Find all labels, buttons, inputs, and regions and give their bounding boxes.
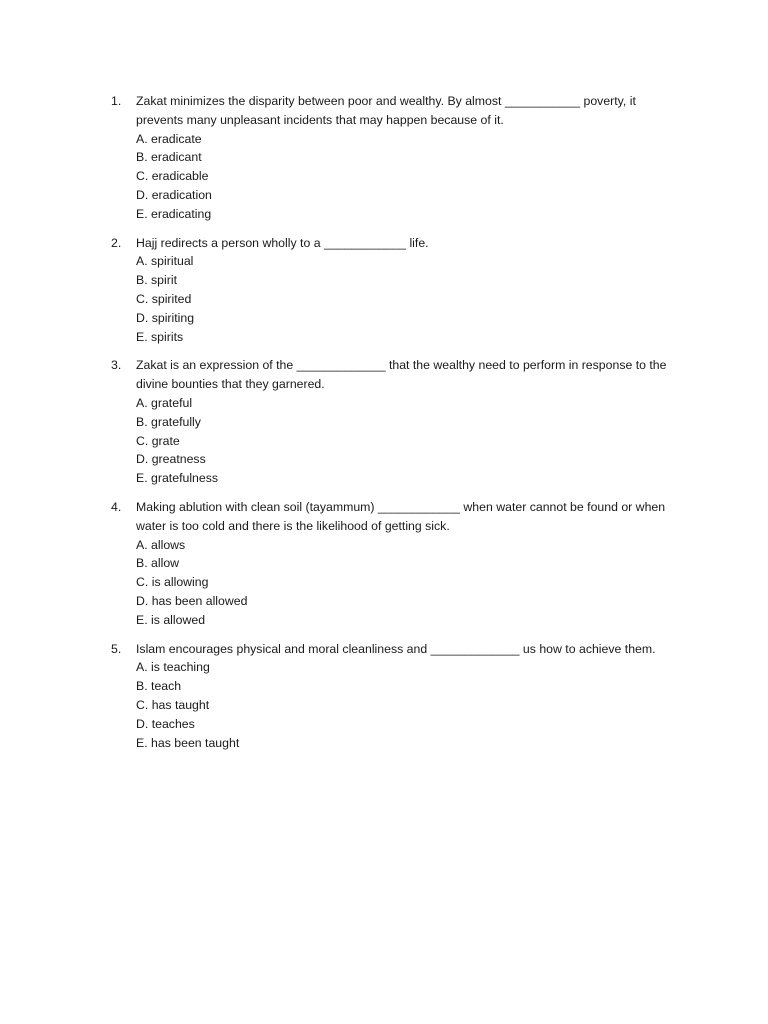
question-number: 1. — [111, 94, 122, 108]
answer-option: C. has taught — [136, 697, 210, 712]
answer-option: A. eradicate — [136, 131, 202, 146]
answer-option: E. eradicating — [136, 206, 212, 221]
answer-option: D. greatness — [136, 452, 206, 467]
option-list — [136, 536, 671, 630]
answer-option: C. spirited — [136, 291, 192, 306]
question-text: Zakat is an expression of the _____________ that the wealthy need to perform in response to the divine bounties that they garnered. — [136, 358, 667, 392]
question-text: Making ablution with clean soil (tayammum) ____________ when water cannot be found or when water is too cold and there is the likelihood of getting sick. — [136, 499, 666, 533]
answer-option: D. eradication — [136, 187, 212, 202]
answer-option: E. is allowed — [136, 612, 206, 627]
answer-option: E. spirits — [136, 329, 184, 344]
option-list — [136, 130, 671, 224]
answer-option: C. is allowing — [136, 575, 209, 590]
question-number: 2. — [111, 235, 122, 250]
answer-option: C. eradicable — [136, 169, 209, 184]
question-number: 5. — [111, 641, 122, 656]
option-list — [136, 252, 671, 346]
answer-option: A. grateful — [136, 395, 193, 410]
answer-option: E. gratefulness — [136, 471, 219, 486]
answer-option: D. teaches — [136, 716, 195, 731]
question-list — [111, 92, 671, 762]
answer-option: A. spiritual — [136, 254, 194, 269]
answer-option: C. grate — [136, 433, 180, 448]
question-item — [111, 640, 671, 753]
question-item — [111, 234, 671, 347]
answer-option: B. eradicant — [136, 150, 202, 165]
question-text: Zakat minimizes the disparity between poor and wealthy. By almost ___________ poverty, it prevents many unpleasant incidents that may happen because of it. — [136, 94, 636, 127]
answer-option: B. teach — [136, 679, 182, 694]
question-number: 3. — [111, 358, 122, 373]
answer-option: A. is teaching — [136, 660, 210, 675]
question-item — [111, 356, 671, 488]
question-text: Islam encourages physical and moral cleanliness and _____________ us how to achieve them. — [136, 641, 656, 656]
question-item — [111, 498, 671, 630]
option-list — [136, 658, 671, 752]
option-list — [136, 394, 671, 488]
answer-option: A. allows — [136, 537, 186, 552]
answer-option: B. spirit — [136, 273, 177, 288]
question-number: 4. — [111, 499, 122, 514]
answer-option: D. spiriting — [136, 310, 195, 325]
answer-option: B. gratefully — [136, 414, 201, 429]
question-item — [111, 92, 671, 224]
answer-option: B. allow — [136, 556, 180, 571]
question-text: Hajj redirects a person wholly to a ____________ life. — [136, 235, 429, 250]
answer-option: E. has been taught — [136, 735, 240, 750]
answer-option: D. has been allowed — [136, 593, 248, 608]
